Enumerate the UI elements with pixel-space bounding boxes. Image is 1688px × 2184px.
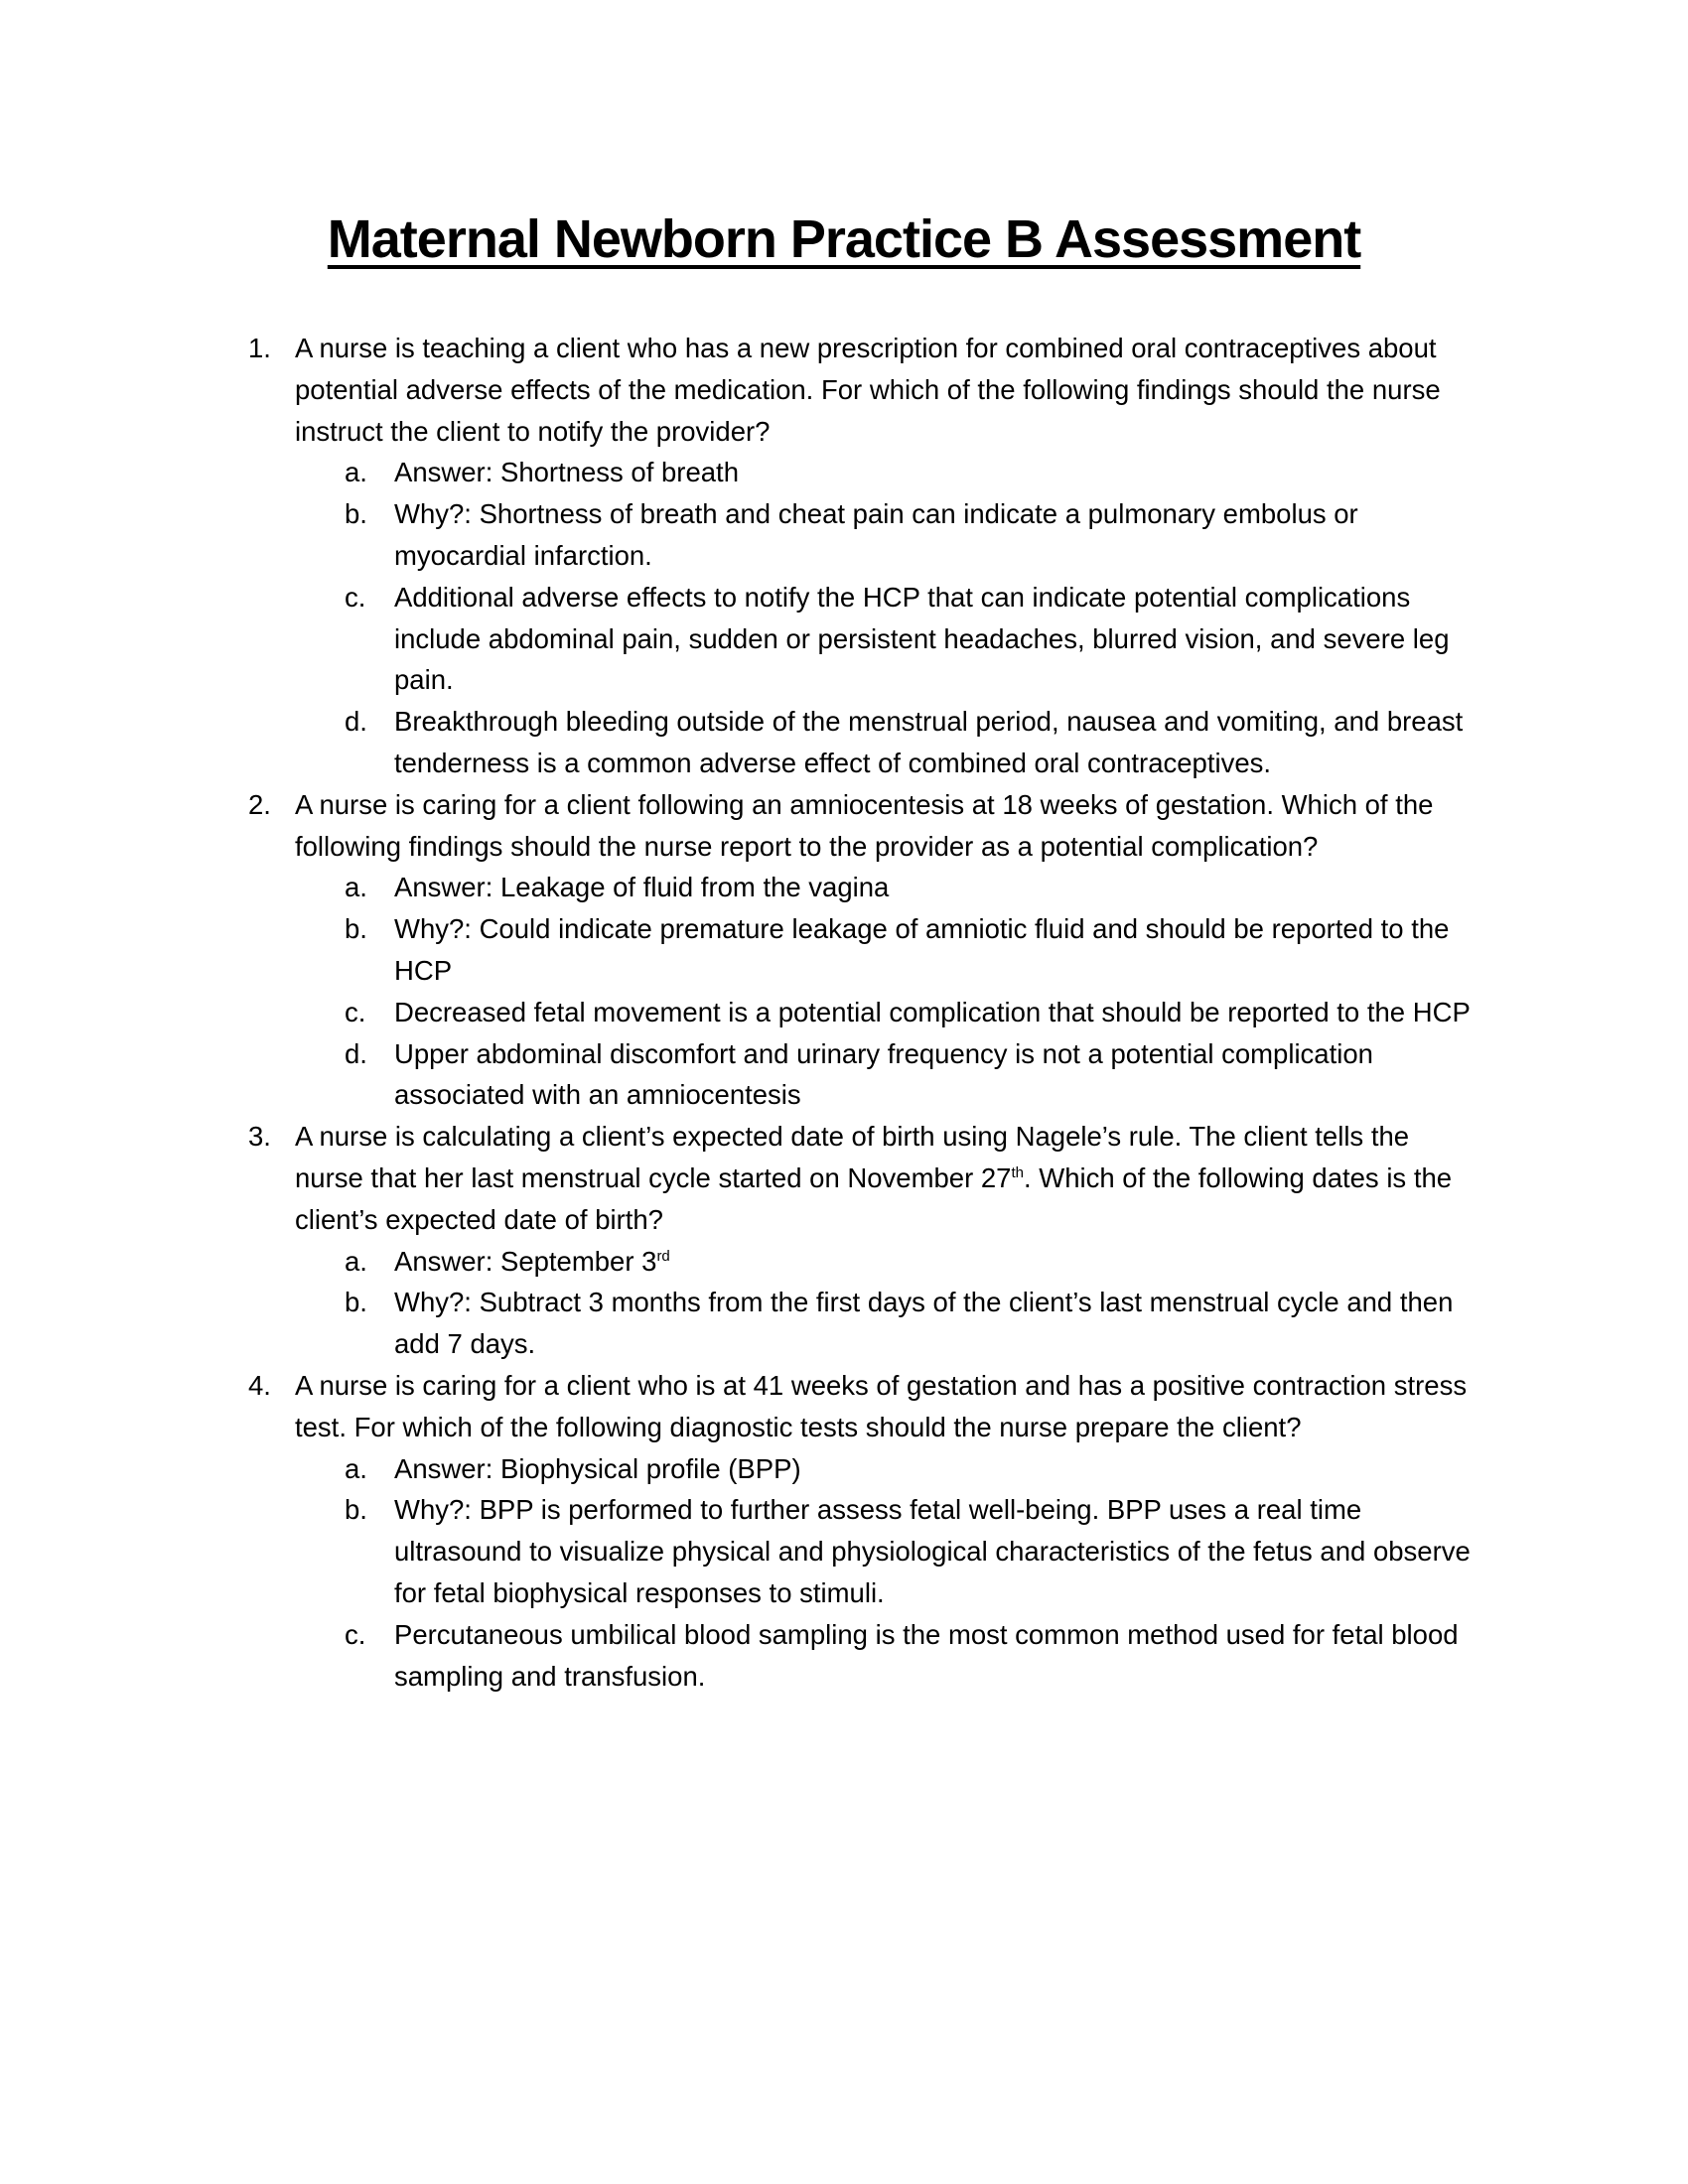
sub-text: Additional adverse effects to notify the HCP that can indicate potential complications include abdominal pain, sudden or persistent headaches, blurred vision, and severe leg pain. [394, 581, 1450, 696]
sub-letter: c. [345, 1618, 366, 1650]
page-title [0, 208, 1688, 270]
question-number: 4. [248, 1369, 271, 1401]
sub-text: Upper abdominal discomfort and urinary frequency is not a potential complication associated with an amniocentesis [394, 1037, 1373, 1111]
sub-letter: c. [345, 996, 366, 1027]
answer-text: Answer: Leakage of fluid from the vagina [394, 872, 890, 903]
question-text-part: A nurse is calculating a client’s expected date of birth using Nagele’s rule. The client tells the nurse that her last menstrual cycle started on November 27 [295, 1121, 1410, 1193]
sub-letter: a. [345, 872, 367, 903]
sub-letter: c. [345, 581, 366, 613]
sub-item [345, 1448, 1479, 1490]
question-1 [248, 328, 1479, 784]
question-text: A nurse is caring for a client following an amniocentesis at 18 weeks of gestation. Which of the following findings should the nurse report to the provider as a potential complication? [295, 788, 1434, 862]
question-2 [248, 784, 1479, 1116]
title-text: Maternal Newborn Practice B Assessment [327, 209, 1361, 269]
question-text: A nurse is caring for a client who is at 41 weeks of gestation and has a positive contraction stress test. For which of the following diagnostic tests should the nurse prepare the client? [295, 1369, 1468, 1442]
answer-text: Answer: Biophysical profile (BPP) [394, 1452, 801, 1484]
superscript: th [1011, 1163, 1024, 1181]
sub-letter: d. [345, 706, 367, 738]
sub-text: Breakthrough bleeding outside of the menstrual period, nausea and vomiting, and breast tenderness is a common adverse effect of combined oral contraceptives. [394, 706, 1464, 778]
sub-letter: a. [345, 1452, 367, 1484]
sub-item [345, 1282, 1479, 1365]
sub-item [345, 992, 1479, 1033]
question-4 [248, 1365, 1479, 1697]
sub-letter: b. [345, 1494, 367, 1526]
sub-letter: b. [345, 498, 367, 530]
sub-item [345, 452, 1479, 493]
why-text: Why?: Subtract 3 months from the first days of the client’s last menstrual cycle and then add 7 days. [394, 1287, 1454, 1360]
why-text: Why?: Shortness of breath and cheat pain can indicate a pulmonary embolus or myocardial infarction. [394, 498, 1358, 571]
sub-item [345, 1241, 1479, 1283]
sub-item [345, 1489, 1479, 1613]
sub-item [345, 867, 1479, 908]
sub-letter: a. [345, 457, 367, 488]
sub-item [345, 577, 1479, 701]
answer-text: Answer: Shortness of breath [394, 457, 739, 488]
why-text: Why?: BPP is performed to further assess fetal well-being. BPP uses a real time ultrasound to visualize physical and physiological characteristics of the fetus and observe for fetal biophysical responses to stimuli. [394, 1494, 1471, 1608]
question-number: 3. [248, 1121, 271, 1153]
answer-text: Answer: September 3 [394, 1245, 657, 1277]
question-text: A nurse is teaching a client who has a new prescription for combined oral contraceptives about potential adverse effects of the medication. For which of the following findings should the nurse instruct the client to notify the provider? [295, 333, 1441, 447]
sub-item [345, 1033, 1479, 1117]
sub-letter: d. [345, 1037, 367, 1069]
sub-letter: b. [345, 1287, 367, 1318]
question-number: 2. [248, 788, 271, 820]
question-list [248, 328, 1479, 1697]
sub-text: Percutaneous umbilical blood sampling is the most common method used for fetal blood sampling and transfusion. [394, 1618, 1459, 1692]
sub-text: Decreased fetal movement is a potential complication that should be reported to the HCP [394, 996, 1471, 1027]
why-text: Why?: Could indicate premature leakage of amniotic fluid and should be reported to the HCP [394, 913, 1450, 986]
question-text-part: . Which of the following dates is the client’s expected date of birth? [295, 1161, 1453, 1235]
sub-letter: a. [345, 1245, 367, 1277]
sub-item [345, 701, 1479, 784]
question-3 [248, 1116, 1479, 1365]
sub-item [345, 1614, 1479, 1698]
sub-item [345, 493, 1479, 577]
sub-letter: b. [345, 913, 367, 945]
superscript: rd [656, 1247, 670, 1265]
question-text [295, 1116, 1479, 1240]
question-number: 1. [248, 333, 271, 363]
sub-item [345, 908, 1479, 992]
